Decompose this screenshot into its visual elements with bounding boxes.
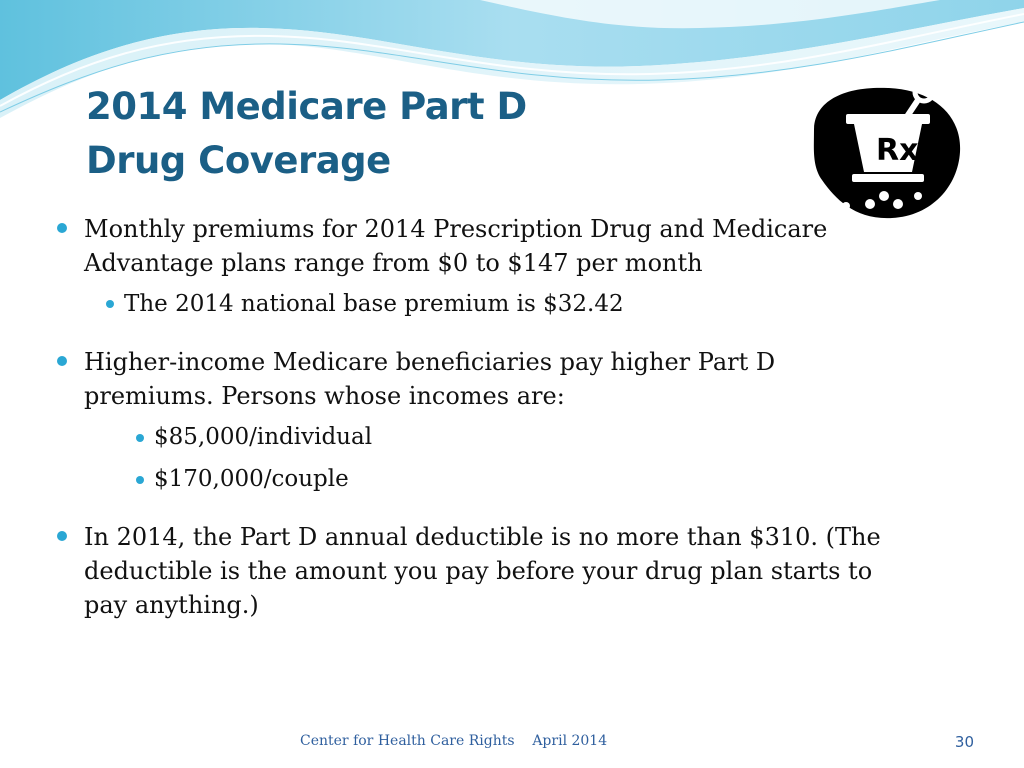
bullet-2-line-1: Higher-income Medicare beneficiaries pay higher Part D	[84, 348, 776, 376]
title-line-1: 2014 Medicare Part D	[86, 85, 527, 128]
bullet-2-sub-item-2: $170,000/couple	[154, 466, 349, 492]
sub-bullet-marker	[136, 434, 144, 442]
rx-mortar-pestle-icon	[806, 72, 966, 232]
bullet-1-sub-item: The 2014 national base premium is $32.42	[124, 291, 624, 317]
bullet-1-line-1: Monthly premiums for 2014 Prescription Drug and Medicare	[84, 215, 828, 243]
bullet-3-line-2: deductible is the amount you pay before your drug plan starts to	[84, 557, 873, 585]
bullet-1-line-2: Advantage plans range from $0 to $147 per month	[84, 249, 703, 277]
sub-bullet-marker	[106, 300, 114, 308]
rx-text: Rx	[876, 133, 919, 168]
bullet-3-line-3: pay anything.)	[84, 591, 259, 619]
bullet-marker	[57, 223, 67, 233]
bullet-2-sub-item-1: $85,000/individual	[154, 424, 373, 450]
bullet-marker	[57, 356, 67, 366]
footer-text: Center for Health Care Rights April 2014	[300, 733, 608, 749]
slide-title	[86, 80, 527, 188]
bullet-3-line-1: In 2014, the Part D annual deductible is no more than $310. (The	[84, 523, 881, 551]
bullet-2-line-2: premiums. Persons whose incomes are:	[84, 382, 565, 410]
sub-bullet-marker	[136, 476, 144, 484]
title-line-2: Drug Coverage	[86, 139, 391, 182]
bullet-marker	[57, 531, 67, 541]
page-number: 30	[954, 733, 974, 751]
